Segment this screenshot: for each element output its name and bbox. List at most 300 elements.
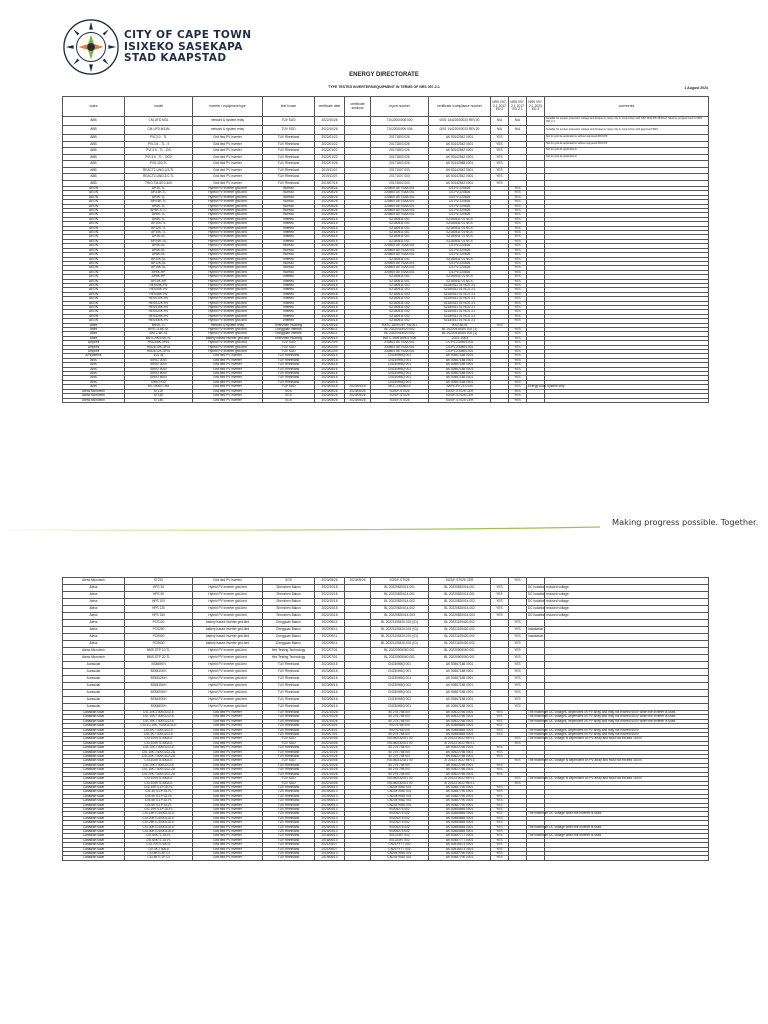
table-cell (345, 627, 371, 634)
table-cell: 2019/06/13 (315, 790, 345, 794)
table-cell: SIRIO 5000 (125, 372, 193, 376)
table-cell: BL 20221105420-002 (429, 620, 491, 627)
table-cell: Grid tied PV inverter (193, 746, 263, 750)
table-cell: PCS500 (125, 634, 193, 641)
table-cell: TUV Rheinland (263, 785, 315, 789)
table-cell: TUV Rheinland (263, 380, 315, 384)
table-cell: CSI-10K-T400GL02-E (125, 711, 193, 715)
table-cell (509, 613, 527, 620)
table-cell: SZ180511 01 NCS (429, 226, 491, 230)
table-cell: 50122397 002 (371, 834, 429, 838)
table-row (63, 126, 709, 135)
table-cell: CS-PV-220826 (429, 213, 491, 217)
table-cell: 2023/06/16 (315, 697, 345, 704)
table-cell: 20171803 026 (371, 135, 429, 142)
table-cell: 2023/06/16 (315, 676, 345, 683)
table-cell: Canadian solar (63, 781, 125, 785)
table-cell: 7S0180232021 00 (371, 781, 429, 785)
column-header: NRS 097-2-1 2017 ED 2 (491, 97, 509, 117)
table-cell: TUV Rheinland (263, 372, 315, 376)
table-cell: Hybrid PV inverter grid-tied (193, 683, 263, 690)
table-cell: AP5K-TL (125, 204, 193, 208)
table-cell: battery based inverter grid-tied (193, 634, 263, 641)
directorate-title: ENERGY DIRECTORATE (349, 72, 419, 78)
table-cell: 20171803 026 (371, 161, 429, 168)
table-cell: YES (491, 763, 509, 767)
table-cell: Shenzhen Huatong (263, 323, 315, 327)
table-cell: AP10K-SL (125, 257, 193, 261)
table-cell: 20171007 003 (371, 174, 429, 181)
table-cell: TUV Rheinland (263, 812, 315, 816)
table-cell: AK 50142542 0001 (429, 174, 491, 181)
table-cell: Grid tied PV inverter (193, 358, 263, 362)
table-cell: 2022/09/11 (315, 627, 345, 634)
table-cell: Hybrid PV inverter grid-tied (193, 261, 263, 265)
table-cell: AK 50487790 0001 (429, 856, 491, 860)
table-cell: HESS6K-HV (125, 288, 193, 292)
table-cell: AK 50487790 0001 (429, 803, 491, 807)
table-cell: 220805 DETSAA 001 (371, 261, 429, 265)
table-cell: AK 50142542 0001 (429, 154, 491, 161)
table-cell: SIRIO 2000 (125, 358, 193, 362)
table-cell: Grid tied PV inverter (193, 834, 263, 838)
table-cell: 2019/06/13 (315, 785, 345, 789)
table-cell: 2022/10/05 (315, 777, 345, 781)
table-cell: network & system relay (193, 126, 263, 135)
table-cell: 2023/08/16 (315, 367, 345, 371)
city-name-line: STAD KAAPSTAD (124, 52, 227, 64)
table-cell: Afore (63, 328, 125, 332)
table-cell: Suitable for system protection voltage and frequency relay only in conjunction with approved NRS (545, 126, 709, 135)
table-cell: Grid tied PV inverter (193, 380, 263, 384)
table-cell: Bureau (263, 253, 315, 257)
table-cell: 220805 DETSAA 001 (371, 191, 429, 195)
table-cell: 2023/05/26 (315, 394, 345, 398)
table-cell: BNSK-TL (125, 323, 193, 327)
table-cell: BSMI8KH (125, 662, 193, 669)
table-cell: 2022/01/22 (315, 154, 345, 161)
table-cell: YES (491, 843, 509, 847)
table-cell: 2022/06/15 (315, 257, 345, 261)
table-cell: Hybrid PV inverter grid-tied (193, 270, 263, 274)
table-cell: YES (491, 715, 509, 719)
table-cell: Grid tied PV inverter (193, 759, 263, 763)
table-cell: 20171803 026 (371, 148, 429, 155)
table-cell: 2023/08/16 (315, 376, 345, 380)
table-cell: Grid tied PV inverter (193, 737, 263, 741)
table-cell: AP3.6K-SL (125, 239, 193, 243)
table-cell: Hybrid PV inverter grid-tied (193, 248, 263, 252)
table-cell: TRIO-TM-60.0-400 (125, 180, 193, 187)
table-cell: Aurasolar (63, 662, 125, 669)
table-cell (345, 655, 371, 662)
table-cell: 220805 DETSAA 001 (371, 195, 429, 199)
table-cell: N/A (509, 126, 527, 135)
table-cell: TUV Rheinland (263, 148, 315, 155)
column-header: model (125, 97, 193, 117)
table-cell: 2022/08/26 (315, 253, 345, 257)
table-cell: 2022/09/11 (315, 641, 345, 648)
table-cell: CN230HBQ 001 (371, 690, 429, 697)
table-row (63, 669, 709, 676)
table-cell: CS-PV-230804-001 (429, 350, 491, 354)
table-cell: 2023/05/26 (345, 578, 371, 585)
table-cell: CN2047K8D 001 (371, 794, 429, 798)
column-header: certificate sections (345, 97, 371, 117)
table-cell: TUV Rheinland (263, 662, 315, 669)
table-cell: YES (509, 283, 527, 287)
table-cell: SGS/F-ST025 CER (429, 578, 491, 585)
table-cell: CN230HBQ 001 (371, 358, 429, 362)
table-cell: YES (509, 704, 527, 711)
table-cell: TÜV SÜD (263, 117, 315, 126)
table-cell: YES (509, 385, 527, 389)
table-cell: battery based inverter grid-tied (193, 620, 263, 627)
table-cell: -2023 -0003 (429, 336, 491, 340)
table-cell: Hybrid PV inverter grid-tied (193, 305, 263, 309)
table-cell: HESS8K-HV (125, 292, 193, 296)
table-cell: 50 275 758 007 (371, 750, 429, 754)
table-cell: Intertek (263, 297, 315, 301)
table-cell: YES (509, 627, 527, 634)
table-cell: CS-PV-220826 (429, 204, 491, 208)
table-cell: YES (491, 174, 509, 181)
table-cell: CN230HBQ 001 (371, 662, 429, 669)
table-cell: Grid tied PV inverter (193, 816, 263, 820)
table-cell: 2023/08/16 (315, 372, 345, 376)
table-cell: Grid tied PV inverter (193, 777, 263, 781)
table-cell: CS-PV-220826 (429, 270, 491, 274)
table-cell (527, 578, 545, 585)
table-cell: Intertek (263, 283, 315, 287)
table-cell: CN230HBQ 001 (371, 704, 429, 711)
table-cell: 2022/06/15 (315, 239, 345, 243)
table-cell: MCC.J3304013 (371, 385, 429, 389)
table-cell: YES (509, 354, 527, 358)
table-cell: 220805 DETSAA 001 (371, 253, 429, 257)
table-cell: Intertek (263, 275, 315, 279)
table-cell: Atess (63, 585, 125, 592)
table-cell: DC isolation reduced voltage. (527, 585, 545, 592)
table-cell: 90275758 005 (371, 728, 429, 732)
table-cell: EZ1-M (125, 354, 193, 358)
table-cell: YES (509, 213, 527, 217)
table-cell: 90204275 002 (371, 816, 429, 820)
table-row (63, 627, 709, 634)
table-cell: 2022/10/05 (315, 741, 345, 745)
table-cell: 50 275 758 007 (371, 711, 429, 715)
table-cell: 2022/08/26 (315, 204, 345, 208)
table-cell: AK 50142588 0001 (429, 161, 491, 168)
table-cell: TUV Rheinland (263, 843, 315, 847)
table-cell (345, 620, 371, 627)
table-cell: 220805 DETSAA 001 (371, 266, 429, 270)
table-cell: BL 20220905060-001 (371, 648, 429, 655)
table-cell: YES (509, 367, 527, 371)
table-cell: Hex Testing Technology (263, 655, 315, 662)
table-row (63, 634, 709, 641)
table-cell: HV-10000T-RA (125, 385, 193, 389)
table-cell: Grid tied PV inverter (193, 825, 263, 829)
table-cell: AK 50485855 0001 (429, 733, 491, 737)
table-cell: YES (491, 852, 509, 856)
table-cell: AK 50567188 0001 (429, 363, 491, 367)
table-cell: 2022/10/18 (315, 613, 345, 620)
table-cell: ABB (63, 126, 125, 135)
table-cell: 2021/10/26 (315, 772, 345, 776)
table-cell: TUV Rheinland (263, 856, 315, 860)
table-cell: CSI-20K-T400GL02-ZA (125, 755, 193, 759)
table-cell: SZ180511 001 (371, 226, 429, 230)
table-cell: 0001 144220/00023 REV.00 (429, 117, 491, 126)
table-cell: BL 20221105420-002 (429, 634, 491, 641)
table-cell: N/A (491, 126, 509, 135)
table-cell: BSMI15KH (125, 683, 193, 690)
table-cell: YES (491, 790, 509, 794)
table-cell: 90275758 005 (371, 724, 429, 728)
table-cell: PCS250 (125, 627, 193, 634)
table-cell: TUV Rheinland (263, 816, 315, 820)
table-cell: 2020/04/13 (315, 821, 345, 825)
table-cell: 20171007 003 (371, 167, 429, 174)
table-cell: YES (509, 257, 527, 261)
table-cell: BNTL-6K-SL (125, 332, 193, 336)
table-row (63, 676, 709, 683)
table-cell: YES (509, 358, 527, 362)
table-cell: Canadian solar (63, 856, 125, 860)
table-cell: 2021/10/26 (315, 750, 345, 754)
table-cell: Aros (63, 372, 125, 376)
table-cell: 2021/10/26 (315, 755, 345, 759)
table-cell: AK 50567188 0001 (429, 697, 491, 704)
table-cell: YES (509, 737, 527, 741)
table-row (63, 599, 709, 606)
table-cell: Hybrid PV inverter grid-tied (193, 288, 263, 292)
table-cell: CSI-3KTL1P-GI-FL (125, 790, 193, 794)
table-cell: 2023/05/26 (315, 389, 345, 393)
table-cell: AEON (63, 222, 125, 226)
table-cell (491, 620, 509, 627)
table-cell: YES (509, 292, 527, 296)
table-cell: YES (509, 380, 527, 384)
table-cell: Grid tied PV inverter (193, 750, 263, 754)
table-cell: 2023/06/18 (315, 292, 345, 296)
table-cell: TUV Rheinland (263, 180, 315, 187)
table-cell: CS-PV-230804-001 (429, 341, 491, 345)
table-cell: Bureau (263, 204, 315, 208)
table-cell: TUV Rheinland (263, 669, 315, 676)
table-cell: 20171803 026 (371, 154, 429, 161)
table-cell: Hybrid PV inverter grid-tied (193, 613, 263, 620)
table-cell: AP6K-SL (125, 248, 193, 252)
table-cell: Grid tied PV inverter (193, 838, 263, 842)
table-cell: CSI-10K-T400GL02-E (125, 746, 193, 750)
table-cell: CSI-5K-T400GL02-E (125, 728, 193, 732)
inverter-table-page-2 (62, 577, 709, 861)
table-cell (527, 398, 545, 402)
table-cell: 50 275 758 007 (371, 755, 429, 759)
table-cell: Hybrid PV inverter grid-tied (193, 310, 263, 314)
table-cell: Grid tied PV inverter (193, 768, 263, 772)
table-cell: YES (491, 785, 509, 789)
table-cell: Canadian solar (63, 768, 125, 772)
table-cell: SGS/F-ST025 (371, 389, 429, 393)
table-cell: Canadian solar (63, 790, 125, 794)
table-cell (527, 690, 545, 697)
table-cell: Aurasolar (63, 683, 125, 690)
table-cell: Installation (527, 634, 545, 641)
table-cell: TUV Rheinland (263, 755, 315, 759)
table-cell: CSI-10-15K-T400GL02-E (125, 724, 193, 728)
table-cell: Ampcell (63, 350, 125, 354)
table-cell (491, 683, 509, 690)
table-cell: Canadian solar (63, 746, 125, 750)
table-cell: Grid tied PV inverter (193, 148, 263, 155)
table-cell: AK 50567188 0001 (429, 358, 491, 362)
table-cell: AK 50487777 0001 (429, 838, 491, 842)
table-cell: Aurasolar (63, 704, 125, 711)
table-cell: YES (509, 231, 527, 235)
table-cell: BSMI30KH (125, 697, 193, 704)
table-cell: Hex Testing Technology (263, 648, 315, 655)
city-name-line: ISIXEKO SASEKAPA (124, 40, 243, 53)
table-cell: BL 20220415020 002 (1) (429, 332, 491, 336)
table-cell: Dongguan Bakun (263, 641, 315, 648)
table-cell: Dongguan Bakun (263, 620, 315, 627)
table-cell: YES (491, 799, 509, 803)
table-cell (527, 641, 545, 648)
table-cell: Hybrid PV inverter grid-tied (193, 279, 263, 283)
table-cell: CN2047K8D 001 (371, 856, 429, 860)
table-cell: YES (491, 803, 509, 807)
table-cell: 2022/10/05 (315, 759, 345, 763)
table-cell: CN230HBQ 001 (371, 376, 429, 380)
table-cell: 220805 DETSAA 001 (371, 209, 429, 213)
table-cell: YES (509, 204, 527, 208)
table-cell: Hybrid PV inverter grid-tied (193, 655, 263, 662)
table-cell: SIRIO 4000 (125, 367, 193, 371)
table-cell (345, 683, 371, 690)
table-cell: ST210 (125, 578, 193, 585)
table-cell: CN2047K8D 001 (371, 785, 429, 789)
table-cell: 2019/11/07 (315, 174, 345, 181)
table-cell: CSI-3K-T400-E (125, 847, 193, 851)
table-cell: The maximum DC voltages, dependent on PV array and may not exceed 600V. (528, 727, 640, 732)
table-cell (545, 662, 709, 669)
table-cell: 2021/10/26 (315, 711, 345, 715)
table-cell: Grid tied PV inverter (193, 821, 263, 825)
table-cell: Afore (63, 336, 125, 340)
table-cell: AK 50522766 0001 (429, 768, 491, 772)
table-cell: HSD3/8K-3P01 (125, 341, 193, 345)
table-cell: Dongguan Intertek (263, 328, 315, 332)
table-cell (345, 662, 371, 669)
table-cell: SIRIO 3000 (125, 363, 193, 367)
table-cell: YES (509, 305, 527, 309)
table-cell (545, 669, 709, 676)
table-cell: TUV Rheinland (263, 733, 315, 737)
table-cell: 0002-B178 (429, 323, 491, 327)
table-cell: AEON (63, 217, 125, 221)
table-cell: 7S0180232021 00 (371, 777, 429, 781)
table-cell: Canadian solar (63, 807, 125, 811)
table-cell: AK 50567188 0001 (429, 683, 491, 690)
table-cell: AEON (63, 270, 125, 274)
table-cell: YES (509, 641, 527, 648)
table-cell: CSI-20K-T400GL02-ZA (125, 772, 193, 776)
table-cell: BMS-STP 10-TL (125, 648, 193, 655)
table-cell: Grid tied PV inverter (193, 847, 263, 851)
table-cell: SZ180511 01 NCS (429, 217, 491, 221)
table-cell: Grid tied PV inverter (193, 790, 263, 794)
table-cell: SZ180511 01 NCS 3.1 (429, 292, 491, 296)
table-cell: 50 275 758 007 (371, 746, 429, 750)
table-cell: 2019/06/13 (315, 856, 345, 860)
table-cell: Canadian solar (63, 816, 125, 820)
table-cell: PVI-3.6 - TL - 9 (125, 141, 193, 148)
table-cell: CSI-100KTL400A-E (125, 737, 193, 741)
table-cell: ABB (63, 141, 125, 148)
table-cell: SZ180511 002 (371, 288, 429, 292)
table-cell (545, 641, 709, 648)
table-cell: 7S0180232021 00 (371, 741, 429, 745)
table-cell: 50 275 758 007 (371, 715, 429, 719)
table-cell: Intertek (263, 231, 315, 235)
table-cell: 0001 144220/00023 REV.00 (429, 126, 491, 135)
table-cell: TUV SUD (263, 350, 315, 354)
table-cell: 2022/10/18 (315, 606, 345, 613)
table-cell (345, 641, 371, 648)
table-cell: SZ180511 01 NCS 3.1 (429, 305, 491, 309)
table-cell: AK 50567188 0001 (429, 354, 491, 358)
table-cell: 2022/06/15 (315, 226, 345, 230)
table-cell: TUV Rheinland (263, 174, 315, 181)
table-cell: CSI-25KTL400GL02-E (125, 821, 193, 825)
table-cell: AEON (63, 283, 125, 287)
table-cell: CN21FYT7 002 (371, 847, 429, 851)
table-cell: SIRIO 6000 (125, 376, 193, 380)
table-cell: BL 20221105420-001 (01) (371, 620, 429, 627)
table-cell: The maximum DC voltage when the inverter is used. (528, 824, 603, 829)
table-cell: AP15K-SL (125, 266, 193, 270)
table-cell: AEON (63, 231, 125, 235)
table-cell: AEON (63, 301, 125, 305)
table-cell (527, 683, 545, 690)
table-cell: CSI-40KTL400GL02-E (125, 829, 193, 833)
table-cell (509, 856, 527, 860)
table-cell: CSI-15K-T400GL02-ZA (125, 750, 193, 754)
table-cell: TUV Rheinland (263, 838, 315, 842)
table-cell: AP8K-SL (125, 253, 193, 257)
table-cell: 2021/05/26 (315, 323, 345, 327)
table-cell: TUV Rheinland (263, 683, 315, 690)
table-cell (527, 648, 545, 655)
table-cell: BNTL-5K/4.6K-SL (125, 336, 193, 340)
table-cell: ZI 20123 0022 REV.1 (429, 737, 491, 741)
table-cell: battery based inverter grid-tied (193, 336, 263, 340)
table-cell: Intertek (263, 279, 315, 283)
table-cell: 71022000006 006 (371, 126, 429, 135)
table-cell (491, 578, 509, 585)
table-cell: AK 50522766 0001 (429, 711, 491, 715)
table-cell: Hybrid PV inverter grid-tied (193, 328, 263, 332)
table-cell: 2022/10/26 (315, 126, 345, 135)
table-cell: Dongguan Bakun (263, 634, 315, 641)
table-cell: AEON (63, 288, 125, 292)
table-cell: Canadian solar (63, 715, 125, 719)
table-cell: ST120 (125, 389, 193, 393)
table-cell: YES (491, 825, 509, 829)
